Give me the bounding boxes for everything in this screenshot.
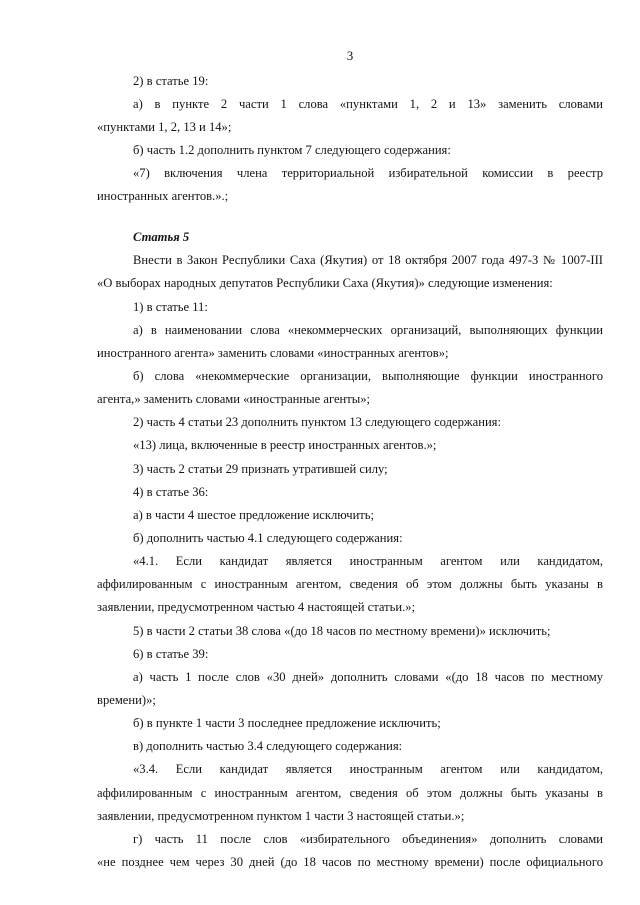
text-line: б) часть 1.2 дополнить пунктом 7 следующего содержания: [133,142,451,157]
text-line: в) дополнить частью 3.4 следующего содержания: [133,739,403,754]
text-line: б) в пункте 1 части 3 последнее предложение исключить; [133,716,441,731]
text-line: а) в части 4 шестое предложение исключить; [133,507,375,522]
text-line: г) часть 11 после слов «избирательного объединения» дополнить словами [133,831,603,846]
text-line: а) в наименовании слова «некоммерческих организаций, выполняющих функции [133,322,603,337]
text-line: агента,» заменить словами «иностранные агенты»; [97,392,371,407]
text-line: 3) часть 2 статьи 29 признать утратившей силу; [133,461,388,476]
text-line: аффилированным с иностранным агентом, сведения об этом должны быть указаны в [97,785,603,800]
text-line: 2) часть 4 статьи 23 дополнить пунктом 13 следующего содержания: [133,415,501,430]
page-number: 3 [346,48,354,63]
text-line: «7) включения члена территориальной избирательной комиссии в реестр [133,166,603,181]
text-line: Внести в Закон Республики Саха (Якутия) от 18 октября 2007 года 497-З № 1007-III [133,253,603,268]
text-line: 5) в части 2 статьи 38 слова «(до 18 часов по местному времени)» исключить; [133,623,551,638]
text-line: заявлении, предусмотренном пунктом 1 части 3 настоящей статьи.»; [97,808,465,823]
text-line: «пунктами 1, 2, 13 и 14»; [97,119,232,134]
text-line: б) слова «некоммерческие организации, выполняющие функции иностранного [133,369,603,384]
text-line: заявлении, предусмотренном частью 4 настоящей статьи.»; [97,600,416,615]
text-line: иностранного агента» заменить словами «иностранных агентов»; [97,345,449,360]
document-body [97,70,603,875]
text-line: иностранных агентов.».; [97,189,229,204]
text-line: 1) в статье 11: [133,299,208,314]
text-line: 4) в статье 36: [133,484,209,499]
text-line: б) дополнить частью 4.1 следующего содержания: [133,531,403,546]
text-line: 2) в статье 19: [133,73,209,88]
text-line: «не позднее чем через 30 дней (до 18 часов по местному времени) после официального [97,854,603,869]
text-line: времени)»; [97,693,156,707]
text-line: «13) лица, включенные в реестр иностранных агентов.»; [133,438,437,453]
text-line: «О выборах народных депутатов Республики Саха (Якутия)» следующие изменения: [97,276,553,291]
text-line: а) в пункте 2 части 1 слова «пунктами 1, 2 и 13» заменить словами [133,96,603,111]
text-line: «3.4. Если кандидат является иностранным агентом или кандидатом, [133,762,603,777]
text-line: «4.1. Если кандидат является иностранным агентом или кандидатом, [133,554,603,569]
text-line: а) часть 1 после слов «30 дней» дополнить словами «(до 18 часов по местному [133,669,603,684]
article-heading: Статья 5 [133,230,190,245]
text-line: 6) в статье 39: [133,646,209,661]
text-line: аффилированным с иностранным агентом, сведения об этом должны быть указаны в [97,577,603,592]
